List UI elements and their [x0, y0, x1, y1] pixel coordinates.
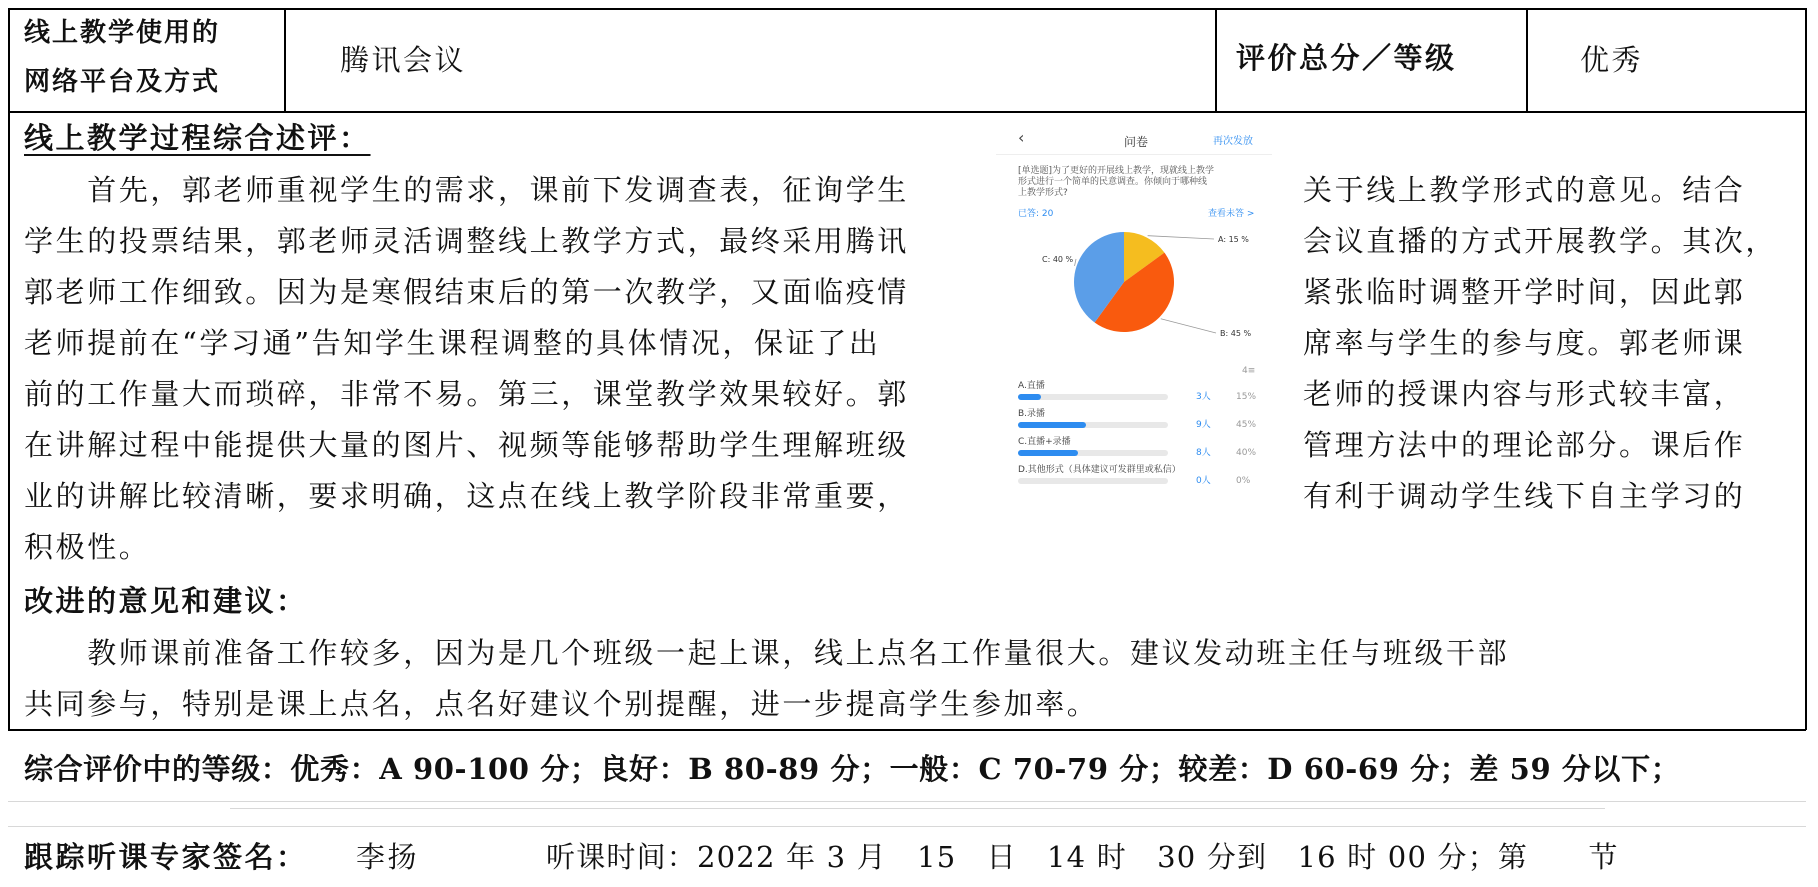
review-left-line-4: 老师提前在“学习通”告知学生课程调整的具体情况，保证了出: [24, 326, 881, 360]
grading-scale: 综合评价中的等级：优秀：A 90-100 分；良好：B 80-89 分；一般：C 70-79 分；较差：D 60-69 分；差 59 分以下；: [24, 752, 1681, 786]
option-bar-fill: [1018, 450, 1078, 456]
view-unanswered-link[interactable]: 查看未答 >: [1208, 209, 1255, 219]
review-right-line-2: 会议直播的方式开展教学。其次，: [1303, 224, 1778, 258]
survey-title: 问卷: [1124, 135, 1149, 149]
review-right-line-7: 有利于调动学生线下自主学习的: [1303, 479, 1746, 513]
platform-label: [24, 9, 220, 107]
suggestion-line-2: 共同参与，特别是课上点名，点名好建议个别提醒，进一步提高学生参加率。: [24, 687, 1099, 721]
table-top-border: [8, 8, 1806, 10]
review-right-text: [1303, 165, 1777, 522]
review-left-line-7: 业的讲解比较清晰，要求明确，这点在线上教学阶段非常重要，: [24, 479, 909, 513]
question-line-2: 形式进行一个简单的民意调查。你倾向于哪种线: [1018, 177, 1208, 187]
col-divider-1: [284, 8, 286, 112]
grading-bottom-rule: [8, 801, 1806, 802]
platform-label-line2: 网络平台及方式: [24, 67, 221, 97]
score-label: 评价总分／等级: [1236, 41, 1457, 75]
platform-value: 腾讯会议: [340, 43, 467, 77]
option-count: 9人: [1196, 420, 1211, 430]
pie-label-c: C: 40 %: [1042, 255, 1074, 264]
suggestions-heading: 改进的意见和建议：: [24, 584, 308, 618]
option-label: A.直播: [1018, 381, 1045, 391]
option-label: D.其他形式（具体建议可发群里或私信）: [1018, 465, 1181, 475]
option-percent: 0%: [1236, 476, 1251, 486]
review-left-line-1: 首先，郭老师重视学生的需求，课前下发调查表，征询学生: [24, 173, 909, 207]
pie-leader-line: [1161, 319, 1216, 333]
pie-leader-line: [1075, 259, 1076, 266]
option-count: 8人: [1196, 448, 1211, 458]
answered-count: 已答: 20: [1018, 209, 1054, 219]
option-label: C.直播+录播: [1018, 437, 1071, 447]
option-label: B.录播: [1018, 409, 1046, 419]
review-left-line-8: 积极性。: [24, 530, 151, 564]
review-right-line-6: 管理方法中的理论部分。课后作: [1303, 428, 1746, 462]
review-left-line-6: 在讲解过程中能提供大量的图片、视频等能够帮助学生理解班级: [24, 428, 909, 462]
signature-name: 李扬: [356, 840, 420, 874]
option-bar-track: [1018, 478, 1168, 484]
review-left-text: [24, 165, 909, 573]
question-line-1: [单选题]为了更好的开展线上教学，现就线上教学: [1018, 166, 1215, 176]
review-right-line-1: 关于线上教学形式的意见。结合: [1303, 173, 1746, 207]
option-percent: 45%: [1236, 420, 1257, 430]
review-heading: 线上教学过程综合述评：: [24, 121, 371, 155]
grading-bottom-rule-2: [230, 808, 1605, 809]
pie-label-b: B: 45 %: [1220, 329, 1252, 338]
signature-top-rule: [8, 826, 1806, 827]
question-line-3: 上教学形式?: [1018, 188, 1068, 198]
suggestion-line-1: 教师课前准备工作较多，因为是几个班级一起上课，线上点名工作量很大。建议发动班主任与班级干部: [24, 636, 1510, 670]
col-divider-2: [1215, 8, 1217, 112]
option-count: 3人: [1196, 392, 1211, 402]
table-right-border: [1805, 8, 1807, 730]
chevron-left-icon[interactable]: ‹: [1018, 128, 1025, 147]
option-bar-fill: [1018, 394, 1041, 400]
review-left-line-2: 学生的投票结果，郭老师灵活调整线上教学方式，最终采用腾讯: [24, 224, 909, 258]
suggestions-text: [24, 628, 1509, 730]
republish-link[interactable]: 再次发放: [1213, 136, 1253, 147]
option-percent: 15%: [1236, 392, 1257, 402]
pie-label-a: A: 15 %: [1218, 235, 1249, 244]
pie-chart: [996, 220, 1272, 370]
top-divider: [996, 154, 1272, 155]
table-left-border: [8, 8, 10, 730]
option-count: 0人: [1196, 476, 1211, 486]
option-bar-fill: [1018, 422, 1086, 428]
col-divider-3: [1526, 8, 1528, 112]
pie-leader-line: [1148, 236, 1214, 239]
review-left-line-5: 前的工作量大而琐碎，非常不易。第三，课堂教学效果较好。郭: [24, 377, 909, 411]
survey-screenshot: [996, 122, 1272, 522]
review-left-line-3: 郭老师工作细致。因为是寒假结束后的第一次教学，又面临疫情: [24, 275, 909, 309]
signature-label: 跟踪听课专家签名：: [24, 840, 308, 874]
survey-question: [1018, 166, 1214, 199]
review-right-line-5: 老师的授课内容与形式较丰富，: [1303, 377, 1746, 411]
sort-icon[interactable]: 4≡: [1242, 366, 1256, 376]
platform-label-line1: 线上教学使用的: [24, 18, 221, 48]
review-right-line-3: 紧张临时调整开学时间，因此郭: [1303, 275, 1746, 309]
option-percent: 40%: [1236, 448, 1257, 458]
score-value: 优秀: [1580, 43, 1644, 77]
lecture-time: 听课时间：2022 年 3 月 15 日 14 时 30 分到 16 时 00 分；第 节: [546, 840, 1619, 874]
review-right-line-4: 席率与学生的参与度。郭老师课: [1303, 326, 1746, 360]
